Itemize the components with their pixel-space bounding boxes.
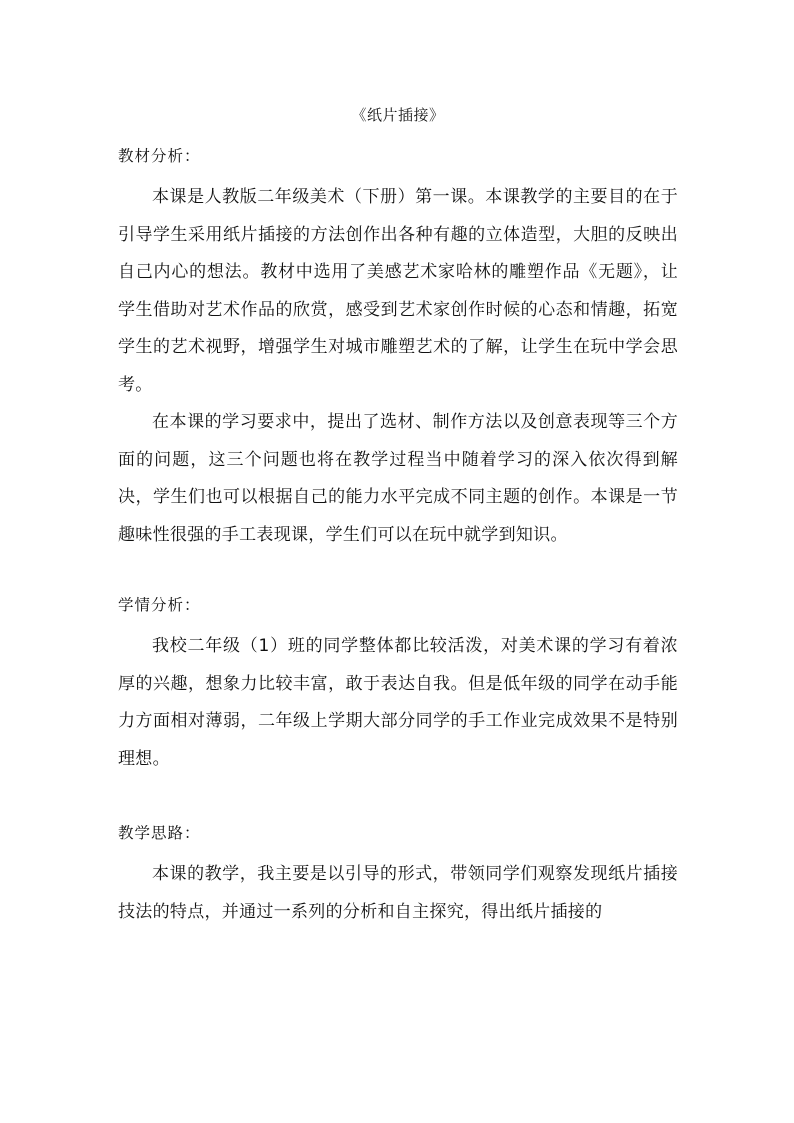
document-body (118, 104, 678, 931)
section-heading-teaching-approach: 教学思路： (118, 824, 201, 842)
paragraph: 我校二年级（1）班的同学整体都比较活泼，对美术课的学习有着浓厚的兴趣，想象力比较丰富，敢于表达自我。但是低年级的同学在动手能力方面相对薄弱，二年级上学期大部分同学的手工作业完成效果不是特别理想。 (118, 636, 678, 769)
section-spacer (118, 554, 678, 594)
section-heading-student-analysis: 学情分析： (118, 596, 201, 614)
section-spacer (118, 778, 678, 822)
paragraph: 在本课的学习要求中，提出了选材、制作方法以及创意表现等三个方面的问题，这三个问题也将在教学过程当中随着学习的深入依次得到解决，学生们也可以根据自己的能力水平完成不同主题的创作。本课是一节趣味性很强的手工表现课，学生们可以在玩中就学到知识。 (118, 412, 678, 545)
paragraph: 本课的教学，我主要是以引导的形式，带领同学们观察发现纸片插接技法的特点，并通过一系列的分析和自主探究，得出纸片插接的 (118, 864, 678, 922)
document-title: 《纸片插接》 (351, 106, 445, 124)
paragraph: 本课是人教版二年级美术（下册）第一课。本课教学的主要目的在于引导学生采用纸片插接的方法创作出各种有趣的立体造型，大胆的反映出自己内心的想法。教材中选用了美感艺术家哈林的雕塑作品《无题》，让学生借助对艺术作品的欣赏，感受到艺术家创作时候的心态和情趣，拓宽学生的艺术视野，增强学生对城市雕塑艺术的了解，让学生在玩中学会思考。 (118, 187, 678, 395)
section-heading-textbook-analysis: 教材分析： (118, 147, 201, 165)
